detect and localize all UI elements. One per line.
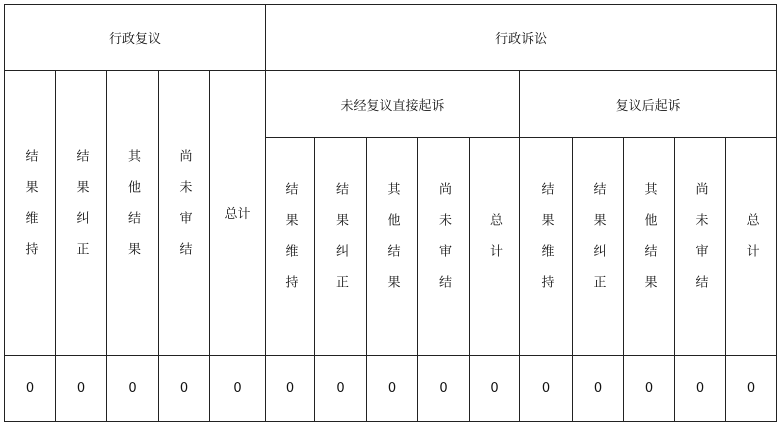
admin-review-header: 行政复议: [5, 5, 266, 71]
admin-litigation-header: 行政诉讼: [266, 5, 777, 71]
table-cell: 0: [726, 355, 777, 422]
direct-upheld-header: 结果维持: [266, 137, 315, 355]
table-cell: 0: [210, 355, 266, 422]
table-cell: 0: [107, 355, 159, 422]
table-cell: 0: [470, 355, 520, 422]
table-row: [5, 355, 777, 422]
table-cell: 0: [5, 355, 56, 422]
table-cell: 0: [624, 355, 675, 422]
after-corrected-header: 结果纠正: [573, 137, 624, 355]
review-pending-header: 尚未审结: [159, 71, 210, 355]
direct-corrected-header: 结果纠正: [315, 137, 367, 355]
stats-table: [4, 4, 777, 422]
table-cell: 0: [573, 355, 624, 422]
direct-suit-header: 未经复议直接起诉: [266, 71, 520, 137]
direct-other-header: 其他结果: [367, 137, 418, 355]
after-upheld-header: 结果维持: [520, 137, 573, 355]
table-cell: 0: [159, 355, 210, 422]
suit-after-review-header: 复议后起诉: [520, 71, 777, 137]
table-cell: 0: [520, 355, 573, 422]
review-upheld-header: 结果维持: [5, 71, 56, 355]
table-cell: 0: [418, 355, 470, 422]
review-corrected-header: 结果纠正: [56, 71, 107, 355]
after-total-header: 总计: [726, 137, 777, 355]
table-cell: 0: [367, 355, 418, 422]
review-other-header: 其他结果: [107, 71, 159, 355]
after-pending-header: 尚未审结: [675, 137, 726, 355]
table-cell: 0: [675, 355, 726, 422]
table-cell: 0: [315, 355, 367, 422]
table-cell: 0: [266, 355, 315, 422]
review-total-header: 总计: [210, 71, 266, 355]
direct-pending-header: 尚未审结: [418, 137, 470, 355]
after-other-header: 其他结果: [624, 137, 675, 355]
table-cell: 0: [56, 355, 107, 422]
direct-total-header: 总计: [470, 137, 520, 355]
